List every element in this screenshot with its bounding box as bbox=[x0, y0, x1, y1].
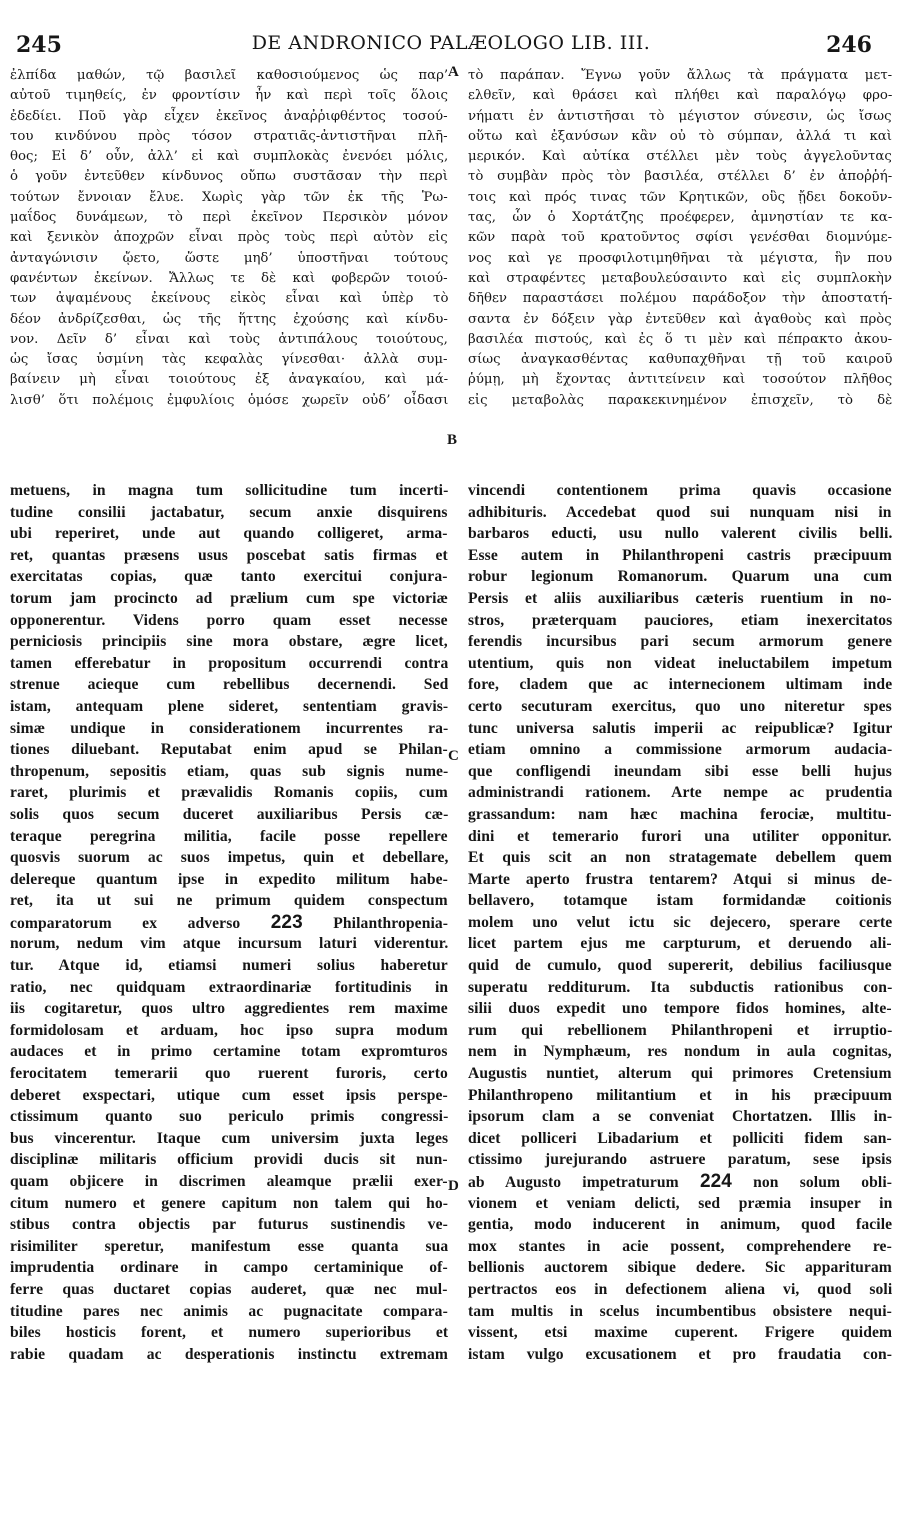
text-line: metuens, in magna tum sollicitudine tum incerti- bbox=[10, 482, 448, 499]
section-marker-d: D bbox=[448, 1178, 459, 1194]
text-line: δέον ἀνδρίζεσθαι, ὡς τῆς ἥττης ἐχούσης καὶ κίνδυ- bbox=[10, 311, 448, 327]
text-line: administrandi rationem. Arte nempe ac prudentia bbox=[468, 784, 892, 802]
text-line: titudine pares nec animis ac pugnacitate compara- bbox=[10, 1302, 448, 1320]
text-line: strenue acieque cum rebellibus decernendi. Sed bbox=[10, 676, 448, 694]
text-line: quam objicere in discrimen aleamque prælii exer- bbox=[10, 1173, 448, 1190]
text-line: rum qui rebellionem Philanthropeni et irruptio- bbox=[468, 1021, 892, 1039]
text-line: ἀνταγώνισιν ᾤετο, ὥστε μηδ’ ὑποστῆναι τούτους bbox=[10, 250, 448, 266]
text-line: tudine consilii jactabatur, secum anxie disquirens bbox=[10, 503, 448, 521]
text-line: disciplinæ militaris officium providi ducis sit nun- bbox=[10, 1151, 448, 1169]
text-line: ferre quas ductaret copias auderet, quæ nec mul- bbox=[10, 1280, 448, 1298]
page-number-left: 245 bbox=[16, 32, 62, 58]
text-line: Et quis scit an non stratagemate debellem quem bbox=[468, 849, 892, 867]
text-line: Marte aperto frustra tentarem? Atqui si minus de- bbox=[468, 870, 892, 888]
text-line: norum, nedum vim atque incursum laturi viderentur. bbox=[10, 935, 448, 953]
text-line: molem uno velut ictu sic dejecero, sperare certe bbox=[468, 913, 892, 931]
text-line: τὸ συμβὰν πρὸς τὸν βασιλέα, στέλλει δ’ ἐν ἀποῤῥή- bbox=[468, 169, 892, 185]
text-line: certo secuturam exercitus, quo uno niteretur spes bbox=[468, 697, 892, 715]
text-line: tunc universa salutis imperii ac reipublicæ? Igitur bbox=[468, 719, 892, 737]
text-line: τας, ὧν ὁ Χορτάτζης προέφερεν, ἀμνηστίαν τε κα- bbox=[468, 210, 892, 226]
inline-page-number: 224 bbox=[699, 1171, 732, 1192]
text-line: ratio, nec quidquam extraordinariæ fortitudinis in bbox=[10, 978, 448, 996]
text-line: σαντα ἐν δόξειν γὰρ ἐντεῦθεν καὶ ἀγαθοὺς καὶ πρὸς bbox=[468, 311, 892, 327]
greek-column-left bbox=[10, 66, 448, 411]
text-line: barbaros educti, usu nullo valerent civilis belli. bbox=[468, 525, 892, 543]
text-line: istam, antequam plene sideret, sententiam gravis- bbox=[10, 697, 448, 715]
section-marker-c: C bbox=[448, 748, 459, 764]
text-line: comparatorum ex adverso 223 Philanthropenia- bbox=[10, 911, 448, 933]
text-line: audaces et in primo certamine totam expromturos bbox=[10, 1043, 448, 1061]
text-line: stros, præterquam pauciores, etiam inexercitatos bbox=[468, 611, 892, 629]
text-line: μαΐδος δυνάμεων, τὸ περὶ ἐκεῖνον Περσικὸν μόνον bbox=[10, 210, 448, 226]
text-line: ret, ita ut sui ne primum quidem conspectum bbox=[10, 892, 448, 910]
text-line: ab Augusto impetraturum 224 non solum obli- bbox=[468, 1171, 892, 1192]
text-line: κῶν παρὰ τοῦ κρατοῦντος σφίσι γενέσθαι διομνύμε- bbox=[468, 230, 892, 246]
text-line: μερικόν. Καὶ αὐτίκα στέλλει μὲν τοὺς ἀγγελοῦντας bbox=[468, 149, 892, 165]
text-line: τοις καὶ πρός τινας τῶν Κρητικῶν, οὓς ᾔδει δοκοῦν- bbox=[468, 189, 892, 205]
text-line: ubi reperiret, unde aut quando colligeret, arma- bbox=[10, 525, 448, 543]
running-title: DE ANDRONICO PALÆOLOGO LIB. III. bbox=[251, 32, 651, 54]
text-line: teraque peregrina militia, facile posse repellere bbox=[10, 827, 448, 845]
text-line: robur legionum Romanorum. Quarum una cum bbox=[468, 568, 892, 586]
text-line: perniciosis principiis sine mora obstare, ægre licet, bbox=[10, 633, 448, 651]
text-line: θος; Εἰ δ’ οὖν, ἀλλ’ εἰ καὶ συμπλοκὰς ἐνενόει μόλις, bbox=[10, 149, 448, 165]
text-line: καὶ στραφέντες μεταβουλεύσαιντο καὶ εἰς συμπλοκὴν bbox=[468, 270, 892, 286]
text-line: νήματι ἐν ἀντιστῆσαι τὸ μέγιστον σύνεσιν, ὡς ἴσως bbox=[468, 108, 892, 124]
text-line: citum numero et genere capitum non talem qui ho- bbox=[10, 1194, 448, 1212]
inline-page-number: 223 bbox=[270, 911, 303, 933]
text-line: νος καὶ γε προσφιλοτιμηθῆναι τὰ μέγιστα, ἣν που bbox=[468, 250, 892, 266]
text-line: pertractos eos in defectionem aliena vi, quod soli bbox=[468, 1280, 892, 1298]
text-line: gentia, modo inducerent in animum, quod facile bbox=[468, 1216, 892, 1234]
text-line: etiam omnino a commissione armorum audacia- bbox=[468, 741, 892, 759]
text-line: deberet exspectari, utique cum esset ipsis perspe- bbox=[10, 1086, 448, 1104]
text-line: vincendi contentionem prima quavis occasione bbox=[468, 482, 892, 499]
text-line: ret, quantas præsens usus poscebat satis firmas et bbox=[10, 546, 448, 564]
page-header bbox=[0, 0, 902, 60]
text-line: utentium, quis non videat ineluctabilem impetum bbox=[468, 654, 892, 672]
greek-column-right bbox=[468, 66, 892, 411]
text-line: tamen efferebatur in propositum occurrendi contra bbox=[10, 654, 448, 672]
text-line: φανέντων ἐκείνων. Ἄλλως τε δὲ καὶ φοβερῶν τοιού- bbox=[10, 270, 448, 286]
text-line: quid de cumulo, quod supererit, debilius faciliusque bbox=[468, 957, 892, 975]
section-marker-a: A bbox=[448, 64, 459, 80]
text-line: grassandum: nam hæc machina ferociæ, multitu- bbox=[468, 805, 892, 823]
text-line: que confligendi ineundam sibi esse belli hujus bbox=[468, 762, 892, 780]
text-line: βασιλέα πιστούς, καὶ ἐς ὅ τι μὲν καὶ πέπρακτο ἀκου- bbox=[468, 331, 892, 347]
text-line: imprudentia ordinare in campo certaminique of- bbox=[10, 1259, 448, 1277]
text-line: mox stantes in acie possent, comprehendere re- bbox=[468, 1237, 892, 1255]
text-line: ὡς ἴσας ὑσμίνη τὰς κεφαλὰς γίνεσθαι· ἀλλὰ συμ- bbox=[10, 352, 448, 368]
text-line: Esse autem in Philanthropeni castris præcipuum bbox=[468, 546, 892, 564]
text-line: opponerentur. Videns porro quam esset necesse bbox=[10, 611, 448, 629]
text-line: ὁ γοῦν ἐντεῦθεν κίνδυνος οὔπω συστᾶσαν τὴν περὶ bbox=[10, 169, 448, 185]
text-line: του κινδύνου πρὸς τόσον στρατιᾶς-ἀντιστῆναι πλῆ- bbox=[10, 128, 448, 144]
text-line: Philanthropeno militantium et in his præcipuum bbox=[468, 1086, 892, 1104]
page-number-right: 246 bbox=[826, 32, 872, 58]
text-line: βαίνειν μὴ εἶναι τοιούτους ἐξ ἀναγκαίου, καὶ μά- bbox=[10, 372, 448, 388]
text-line: stibus contra objectis par futurus sustinendis ve- bbox=[10, 1216, 448, 1234]
text-line: Augustis nuntiet, alterum qui primores Cretensium bbox=[468, 1065, 892, 1083]
text-line: torum jam procincto ad prælium cum spe victoriæ bbox=[10, 589, 448, 607]
text-line: αὐτοῦ τιμηθείς, ἐν φροντίσιν ἦν καὶ περὶ τοῖς ὅλοις bbox=[10, 88, 448, 104]
text-line: των ἀψαμένους ἐκείνους εἰκὸς εἶναι καὶ ὑπὲρ τὸ bbox=[10, 291, 448, 307]
section-marker-b: B bbox=[447, 432, 458, 448]
text-line: τούτων ἔννοιαν ἔλυε. Χωρὶς γὰρ τῶν ἐκ τῆς Ῥω- bbox=[10, 189, 448, 205]
text-line: formidolosam et arduam, hoc ipso supra modum bbox=[10, 1021, 448, 1039]
text-line: bellionis auctorem sibique dedere. Sic apparituram bbox=[468, 1259, 892, 1277]
text-line: ipsorum clam a se conveniat Chortatzen. Illis in- bbox=[468, 1108, 892, 1126]
text-line: iis cogitaretur, quos ultro aggredientes rem maxime bbox=[10, 1000, 448, 1018]
text-line: dicet polliceri Libadarium et polliciti fidem san- bbox=[468, 1129, 892, 1147]
text-line: Persis et aliis auxiliaribus cæteris ruentium in no- bbox=[468, 589, 892, 607]
text-line: adhibituris. Accedebat quod sui nunquam nisi in bbox=[468, 503, 892, 521]
text-line: ῥύμῃ, μὴ ἔχοντας ἀντιτείνειν καὶ τοσούτον πλῆθος bbox=[468, 372, 892, 388]
text-line: οὕτω καὶ ἐξανύσων κἂν οὐ τὸ σύμπαν, ἀλλά τι καὶ bbox=[468, 128, 892, 144]
text-line: tur. Atque id, etiamsi numeri solius haberetur bbox=[10, 957, 448, 975]
text-line: solis quos secum duceret auxiliaribus Persis cæ- bbox=[10, 805, 448, 823]
text-line: bellavero, totamque istam formidandæ coitionis bbox=[468, 892, 892, 910]
text-line: ctissimo jurejurando astruere paratum, sese ipsis bbox=[468, 1151, 892, 1169]
text-line: superatu redditurum. Ita subductis rationibus con- bbox=[468, 978, 892, 996]
text-line: quosvis suorum ac suos impetus, quin et debellare, bbox=[10, 849, 448, 867]
text-line: νον. Δεῖν δ’ εἶναι καὶ τοὺς ἀντιπάλους τοιούτους, bbox=[10, 331, 448, 347]
text-line: silii duos expedit uno tempore fidos homines, alte- bbox=[468, 1000, 892, 1018]
text-line: thropenum, sepositis etiam, quas sub signis nume- bbox=[10, 762, 448, 780]
text-line: εἰς μεταβολὰς παρακεκινημένον ἐπισχεῖν, τὸ δὲ bbox=[468, 392, 892, 408]
text-line: ctissimum quanto suo periculo primis congressi- bbox=[10, 1108, 448, 1126]
text-line: nem in Nymphæum, res nondum in aula cognitas, bbox=[468, 1043, 892, 1061]
text-line: σίως ἀναγκασθέντας καθυπαχθῆναι τῇ τοῦ καιροῦ bbox=[468, 352, 892, 368]
text-line: dini et temerario furori una utiliter opponitur. bbox=[468, 827, 892, 845]
latin-column-right bbox=[468, 480, 892, 1365]
text-line: tiones diluebant. Reputabat enim apud se Philan- bbox=[10, 741, 448, 759]
text-line: λισθ’ ὅτι πολέμοις ἐμφυλίοις ὁμόσε χωρεῖν οὐδ’ οἶδασι bbox=[10, 392, 448, 408]
text-line: ελθεῖν, καὶ θράσει καὶ πλήθει καὶ παραλόγῳ φρο- bbox=[468, 88, 892, 104]
latin-column-left bbox=[10, 480, 448, 1365]
text-line: risimiliter speretur, manifestum esse quanta sua bbox=[10, 1237, 448, 1255]
text-line: fore, cladem que ac internecionem ultimam inde bbox=[468, 676, 892, 694]
text-line: istam vulgo excusationem et pro fraudatia con- bbox=[468, 1345, 892, 1363]
text-line: vionem et veniam delicti, sed præmia insuper in bbox=[468, 1194, 892, 1212]
text-line: ἐδεδίει. Ποῦ γὰρ εἶχεν ἐκεῖνος ἀναῤῥιφθέντος τοσού- bbox=[10, 108, 448, 124]
text-line: rabie quadam ac desperationis instinctu extremam bbox=[10, 1345, 448, 1363]
text-line: simæ undique in considerationem incurrentes ra- bbox=[10, 719, 448, 737]
text-line: biles hosticis forent, et numero superioribus et bbox=[10, 1324, 448, 1342]
text-line: licet partem ejus me carpturum, et deruendo ali- bbox=[468, 935, 892, 953]
text-line: tam multis in scelus incumbentibus obsistere nequi- bbox=[468, 1302, 892, 1320]
text-line: raret, plurimis et prævalidis Romanis copiis, cum bbox=[10, 784, 448, 802]
text-line: ἐλπίδα μαθών, τῷ βασιλεῖ καθοσιούμενος ὡς παρ’ bbox=[10, 68, 448, 83]
text-line: καὶ ξενικὸν ἀποχρῶν εἶναι πρὸς τοὺς περὶ αὐτὸν εἰς bbox=[10, 230, 448, 246]
text-line: bus vincerentur. Itaque cum universim juxta leges bbox=[10, 1129, 448, 1147]
text-line: delereque quantum ipse in expedito militum habe- bbox=[10, 870, 448, 888]
text-line: ferocitatem temerarii quo ruerent furoris, certo bbox=[10, 1065, 448, 1083]
text-line: δῆθεν παραστάσει πολέμου παράδοξον τὴν ἀποστατή- bbox=[468, 291, 892, 307]
text-line: vissent, etsi maxime cuperent. Frigere quidem bbox=[468, 1324, 892, 1342]
text-line: τὸ παράπαν. Ἔγνω γοῦν ἄλλως τὰ πράγματα μετ- bbox=[468, 68, 892, 83]
text-line: exercitatas copias, quæ tanto exercitui conjura- bbox=[10, 568, 448, 586]
text-line: ferendis incursibus pari secum armorum genere bbox=[468, 633, 892, 651]
